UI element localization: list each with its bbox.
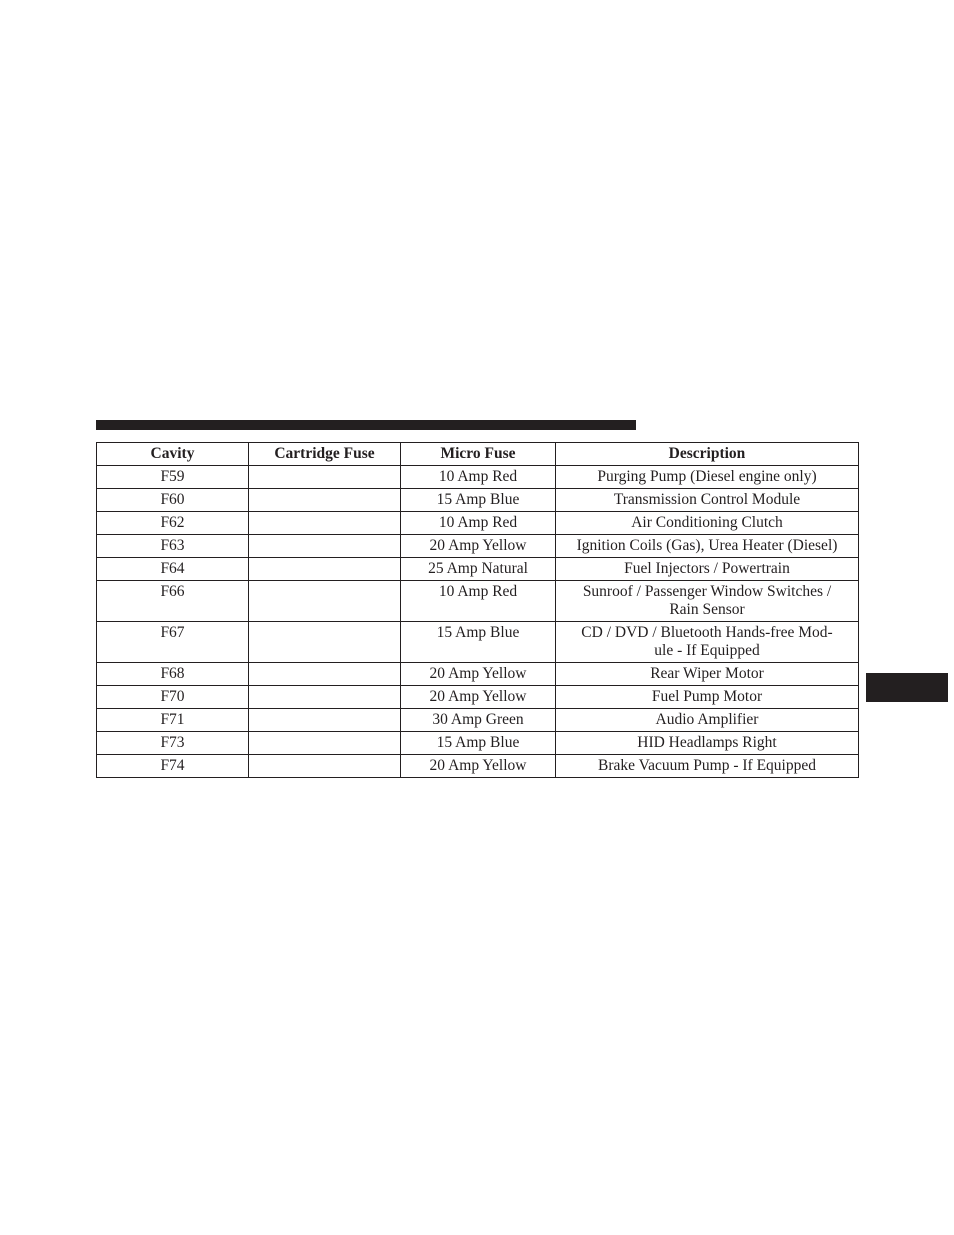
micro-fuse-cell: 15 Amp Blue bbox=[401, 622, 556, 663]
table-row bbox=[97, 709, 859, 732]
description-line: Ignition Coils (Gas), Urea Heater (Diesel) bbox=[576, 537, 838, 554]
micro-fuse-cell: 30 Amp Green bbox=[401, 709, 556, 732]
cavity-cell: F64 bbox=[97, 558, 249, 581]
table-header-row bbox=[97, 443, 859, 466]
cavity-cell: F63 bbox=[97, 535, 249, 558]
table-row bbox=[97, 512, 859, 535]
micro-fuse-cell: 10 Amp Red bbox=[401, 581, 556, 622]
micro-fuse-cell: 15 Amp Blue bbox=[401, 489, 556, 512]
table-row bbox=[97, 732, 859, 755]
cartridge-fuse-cell bbox=[249, 686, 401, 709]
cartridge-fuse-cell bbox=[249, 622, 401, 663]
micro-fuse-cell: 10 Amp Red bbox=[401, 466, 556, 489]
table-row bbox=[97, 581, 859, 622]
cartridge-fuse-cell bbox=[249, 558, 401, 581]
table-row bbox=[97, 489, 859, 512]
description-cell bbox=[556, 622, 859, 663]
micro-fuse-cell: 20 Amp Yellow bbox=[401, 755, 556, 778]
description-line: Air Conditioning Clutch bbox=[631, 514, 783, 531]
description-line: CD / DVD / Bluetooth Hands-free Mod- bbox=[581, 624, 833, 641]
description-cell bbox=[556, 512, 859, 535]
description-line: ule - If Equipped bbox=[654, 642, 760, 659]
chapter-tab bbox=[866, 673, 948, 702]
description-line: Sunroof / Passenger Window Switches / bbox=[582, 583, 832, 600]
description-line: HID Headlamps Right bbox=[637, 734, 777, 751]
header-cartridge-fuse: Cartridge Fuse bbox=[249, 443, 401, 466]
description-line: Rain Sensor bbox=[669, 601, 745, 618]
cartridge-fuse-cell bbox=[249, 466, 401, 489]
description-line: Transmission Control Module bbox=[613, 491, 801, 508]
cavity-cell: F62 bbox=[97, 512, 249, 535]
table-row bbox=[97, 622, 859, 663]
micro-fuse-cell: 25 Amp Natural bbox=[401, 558, 556, 581]
cartridge-fuse-cell bbox=[249, 732, 401, 755]
table-body bbox=[97, 466, 859, 778]
micro-fuse-cell: 15 Amp Blue bbox=[401, 732, 556, 755]
description-cell bbox=[556, 558, 859, 581]
header-description: Description bbox=[556, 443, 859, 466]
micro-fuse-cell: 20 Amp Yellow bbox=[401, 535, 556, 558]
cavity-cell: F70 bbox=[97, 686, 249, 709]
table-row bbox=[97, 466, 859, 489]
cartridge-fuse-cell bbox=[249, 535, 401, 558]
cartridge-fuse-cell bbox=[249, 489, 401, 512]
cavity-cell: F68 bbox=[97, 663, 249, 686]
cavity-cell: F66 bbox=[97, 581, 249, 622]
fuse-table bbox=[96, 442, 859, 778]
description-line: Purging Pump (Diesel engine only) bbox=[597, 468, 817, 485]
description-cell bbox=[556, 581, 859, 622]
cavity-cell: F59 bbox=[97, 466, 249, 489]
header-micro-fuse: Micro Fuse bbox=[401, 443, 556, 466]
micro-fuse-cell: 20 Amp Yellow bbox=[401, 686, 556, 709]
cavity-cell: F60 bbox=[97, 489, 249, 512]
description-line: Audio Amplifier bbox=[655, 711, 759, 728]
table-row bbox=[97, 686, 859, 709]
description-cell bbox=[556, 709, 859, 732]
header-cavity: Cavity bbox=[97, 443, 249, 466]
cavity-cell: F71 bbox=[97, 709, 249, 732]
table-row bbox=[97, 755, 859, 778]
cavity-cell: F74 bbox=[97, 755, 249, 778]
table-row bbox=[97, 663, 859, 686]
description-line: Fuel Injectors / Powertrain bbox=[624, 560, 790, 577]
cartridge-fuse-cell bbox=[249, 512, 401, 535]
cartridge-fuse-cell bbox=[249, 663, 401, 686]
table-row bbox=[97, 535, 859, 558]
description-cell bbox=[556, 466, 859, 489]
table-row bbox=[97, 558, 859, 581]
description-line: Brake Vacuum Pump - If Equipped bbox=[598, 757, 816, 774]
micro-fuse-cell: 10 Amp Red bbox=[401, 512, 556, 535]
cartridge-fuse-cell bbox=[249, 755, 401, 778]
description-cell bbox=[556, 663, 859, 686]
description-cell bbox=[556, 686, 859, 709]
description-cell bbox=[556, 755, 859, 778]
micro-fuse-cell: 20 Amp Yellow bbox=[401, 663, 556, 686]
description-line: Rear Wiper Motor bbox=[650, 665, 764, 682]
cartridge-fuse-cell bbox=[249, 581, 401, 622]
section-rule bbox=[96, 420, 636, 430]
description-cell bbox=[556, 732, 859, 755]
cartridge-fuse-cell bbox=[249, 709, 401, 732]
cavity-cell: F73 bbox=[97, 732, 249, 755]
description-line: Fuel Pump Motor bbox=[651, 688, 763, 705]
description-cell bbox=[556, 489, 859, 512]
cavity-cell: F67 bbox=[97, 622, 249, 663]
description-cell bbox=[556, 535, 859, 558]
